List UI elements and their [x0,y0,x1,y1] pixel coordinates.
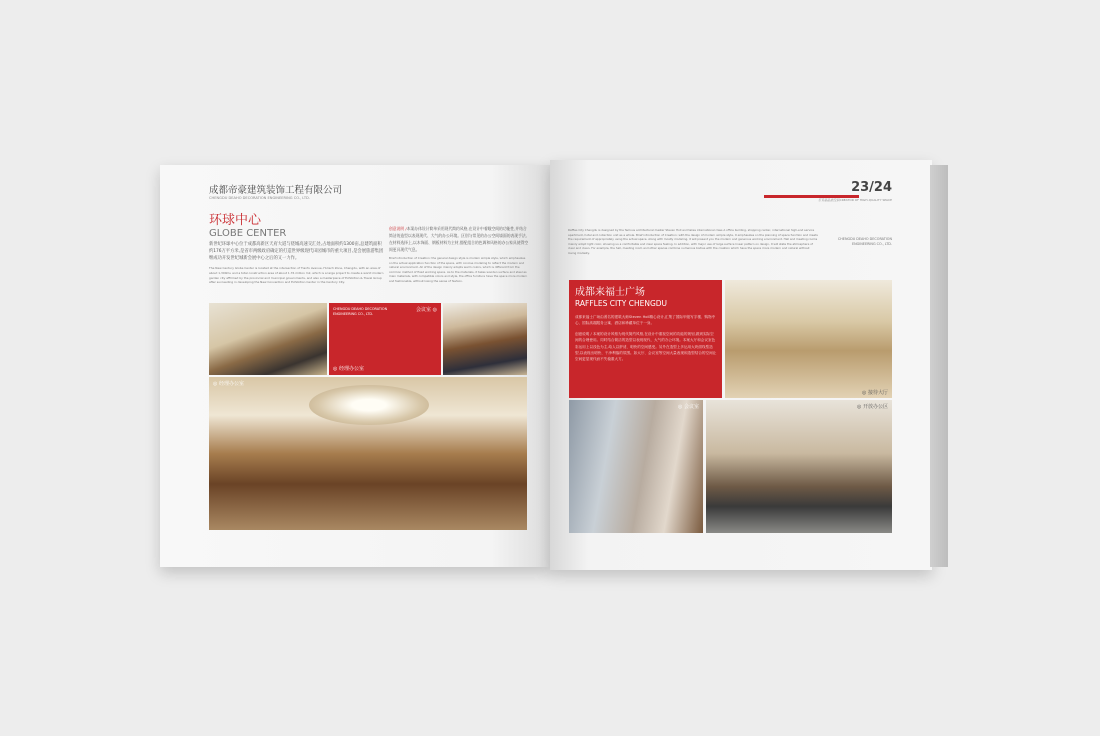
ceiling-light [309,385,429,425]
right-intro-en: Raffles City Chengdu is designed by the famous architectural master Steven Holl and takes international class A office building, shopping center, international high-end service apartment, hotel and collection unit as a whole. Brief introduction of Creation: with the design of modern simple style, it emphasizes on the planning of space function and meets the requirement of appropriately using the actual space. Along with mostly modeling, it will present you the modern and generous working environment. Hall and meeting rooms mainly adopt light color, showing us a comfortable and clear space feeling. In addition, with major use of large surface linear pattern on design, it will state the atmosphere of clear and clean. For example, the hall, meeting room and other spaces combine numerous bodies with the creation which have the space more modern and natural without losing modesty. [568,228,818,255]
raffles-title-en: RAFFLES CITY CHENGDU [575,299,668,308]
company-name-cn: 成都帝豪建筑装饰工程有限公司 [209,185,343,196]
red-box-company: CHENGDU DEAHO DECORATION ENGINEERING CO., LTD. [333,307,388,316]
caption-reception: ◎ 接待大厅 [862,390,888,396]
red-info-box [329,303,441,375]
tagline: 打造高品质空间CREATOR OF HIGH-QUALITY SPACE [818,198,892,202]
raffles-title-cn: 成都来福士广场 [575,287,645,298]
page-number: 23/24 [851,180,892,195]
title-cn: 环球中心 [209,213,262,228]
raffles-desc1: 成都来福士广场由著名的建筑大师Steven Holl精心设计,汇集了国际甲级写字楼、购物中心、国际高端服务公寓、酒店和珍藏单位于一身。 [575,315,716,325]
raffles-desc2: 创意说明 / 本案的设计风格为现代简约风格,在设计中重视空间的功能的规划,做到实际空间的合理使用。同时结合简洁的造型以表现现代、大气的办公环境。本案大厅和会议室色彩运用上以浅色为主,给人以舒适、明快的空间感受。另外在造型上多运用大块面线型造型,以表现出明快、干净利落的氛围。如大厅、会议室等空间大量表现和造型结合的空间让空间更显现代而不失稳重大方。 [575,332,717,362]
design-en: Brief introduction of Creation: the general design style is modern simple style, which emphasizes on the actual application function of the space, with concise modeling to reflect the modern and natural environment. All of the design mainly adopts warm colors, which is different from the common method of fixed working space. As to the materials, it takes wooden surface and steel as main materials, with compatible colors and style, the office furniture have the space more modern and fashionable, without losing the sense of fashion. [389,256,528,283]
raffles-text-column [575,286,717,362]
photo-open-office [706,400,892,533]
design-notes-column [389,225,529,283]
design-cn: 本案办体设计简单采用现代简约风格,在设计中着眼空间的功能性,并结合简洁的造型以表现现代、大气的办公环境。区别与常见的办公空间墙面的表现手法,在材料选择上,以木饰面、钢板材料为主材,搭配组合的色调和风格的办公家具使得空间更具现代气息。 [389,226,529,252]
raffles-info-box [569,280,722,398]
intro-cn: 新世纪环球中心位于成都高新区天府大道与绕城高速交汇处,占地面积约1300亩,总建筑面积约176万平方米,是省市两级政府确定的打造世界级现代田园城市的重大项目,是会展旅游集团继成功开发世纪城新会展中心之后的又一力作。 [209,242,384,261]
caption-meeting: 会议室 ◎ [416,307,437,313]
page-stack-edge [930,165,948,567]
caption-open-office: ◎ 开放办公区 [857,404,888,410]
photo-meeting [569,400,703,533]
company-name-en: CHENGDU DEAHO DECORATION ENGINEERING CO., LTD. [209,196,310,200]
page-header [790,180,892,202]
intro-en: The New Century Globe Center is located at the intersection of Tianfu Avenue, Hi-tech Zone, Chengdu, with an area of about 1,300mu and a total construction area of about 1.76 million m2, which is a large project to create a world modern garden city affirmed by the provincial and municipal governments, and also a masterpiece of Exhibition & Travel Group after succeeding in developing the New Convention and Exhibition Center in the Century City. [209,266,384,285]
caption-manager-large: ◎ 经理办公室 [213,381,244,387]
title-en: GLOBE CENTER [209,228,287,239]
left-intro-column [209,185,384,285]
caption-right-meeting: ◎ 会议室 [678,404,699,410]
photo-reception [725,280,892,398]
caption-manager: ◎ 经理办公室 [333,366,364,372]
photo-manager-office-large [209,377,527,530]
photo-manager-office [209,303,327,375]
photo-meeting-room [443,303,527,375]
design-label: 创意说明 / [389,226,407,231]
right-company-en: CHENGDU DEAHO DECORATION ENGINEERING CO., LTD. [837,237,892,246]
